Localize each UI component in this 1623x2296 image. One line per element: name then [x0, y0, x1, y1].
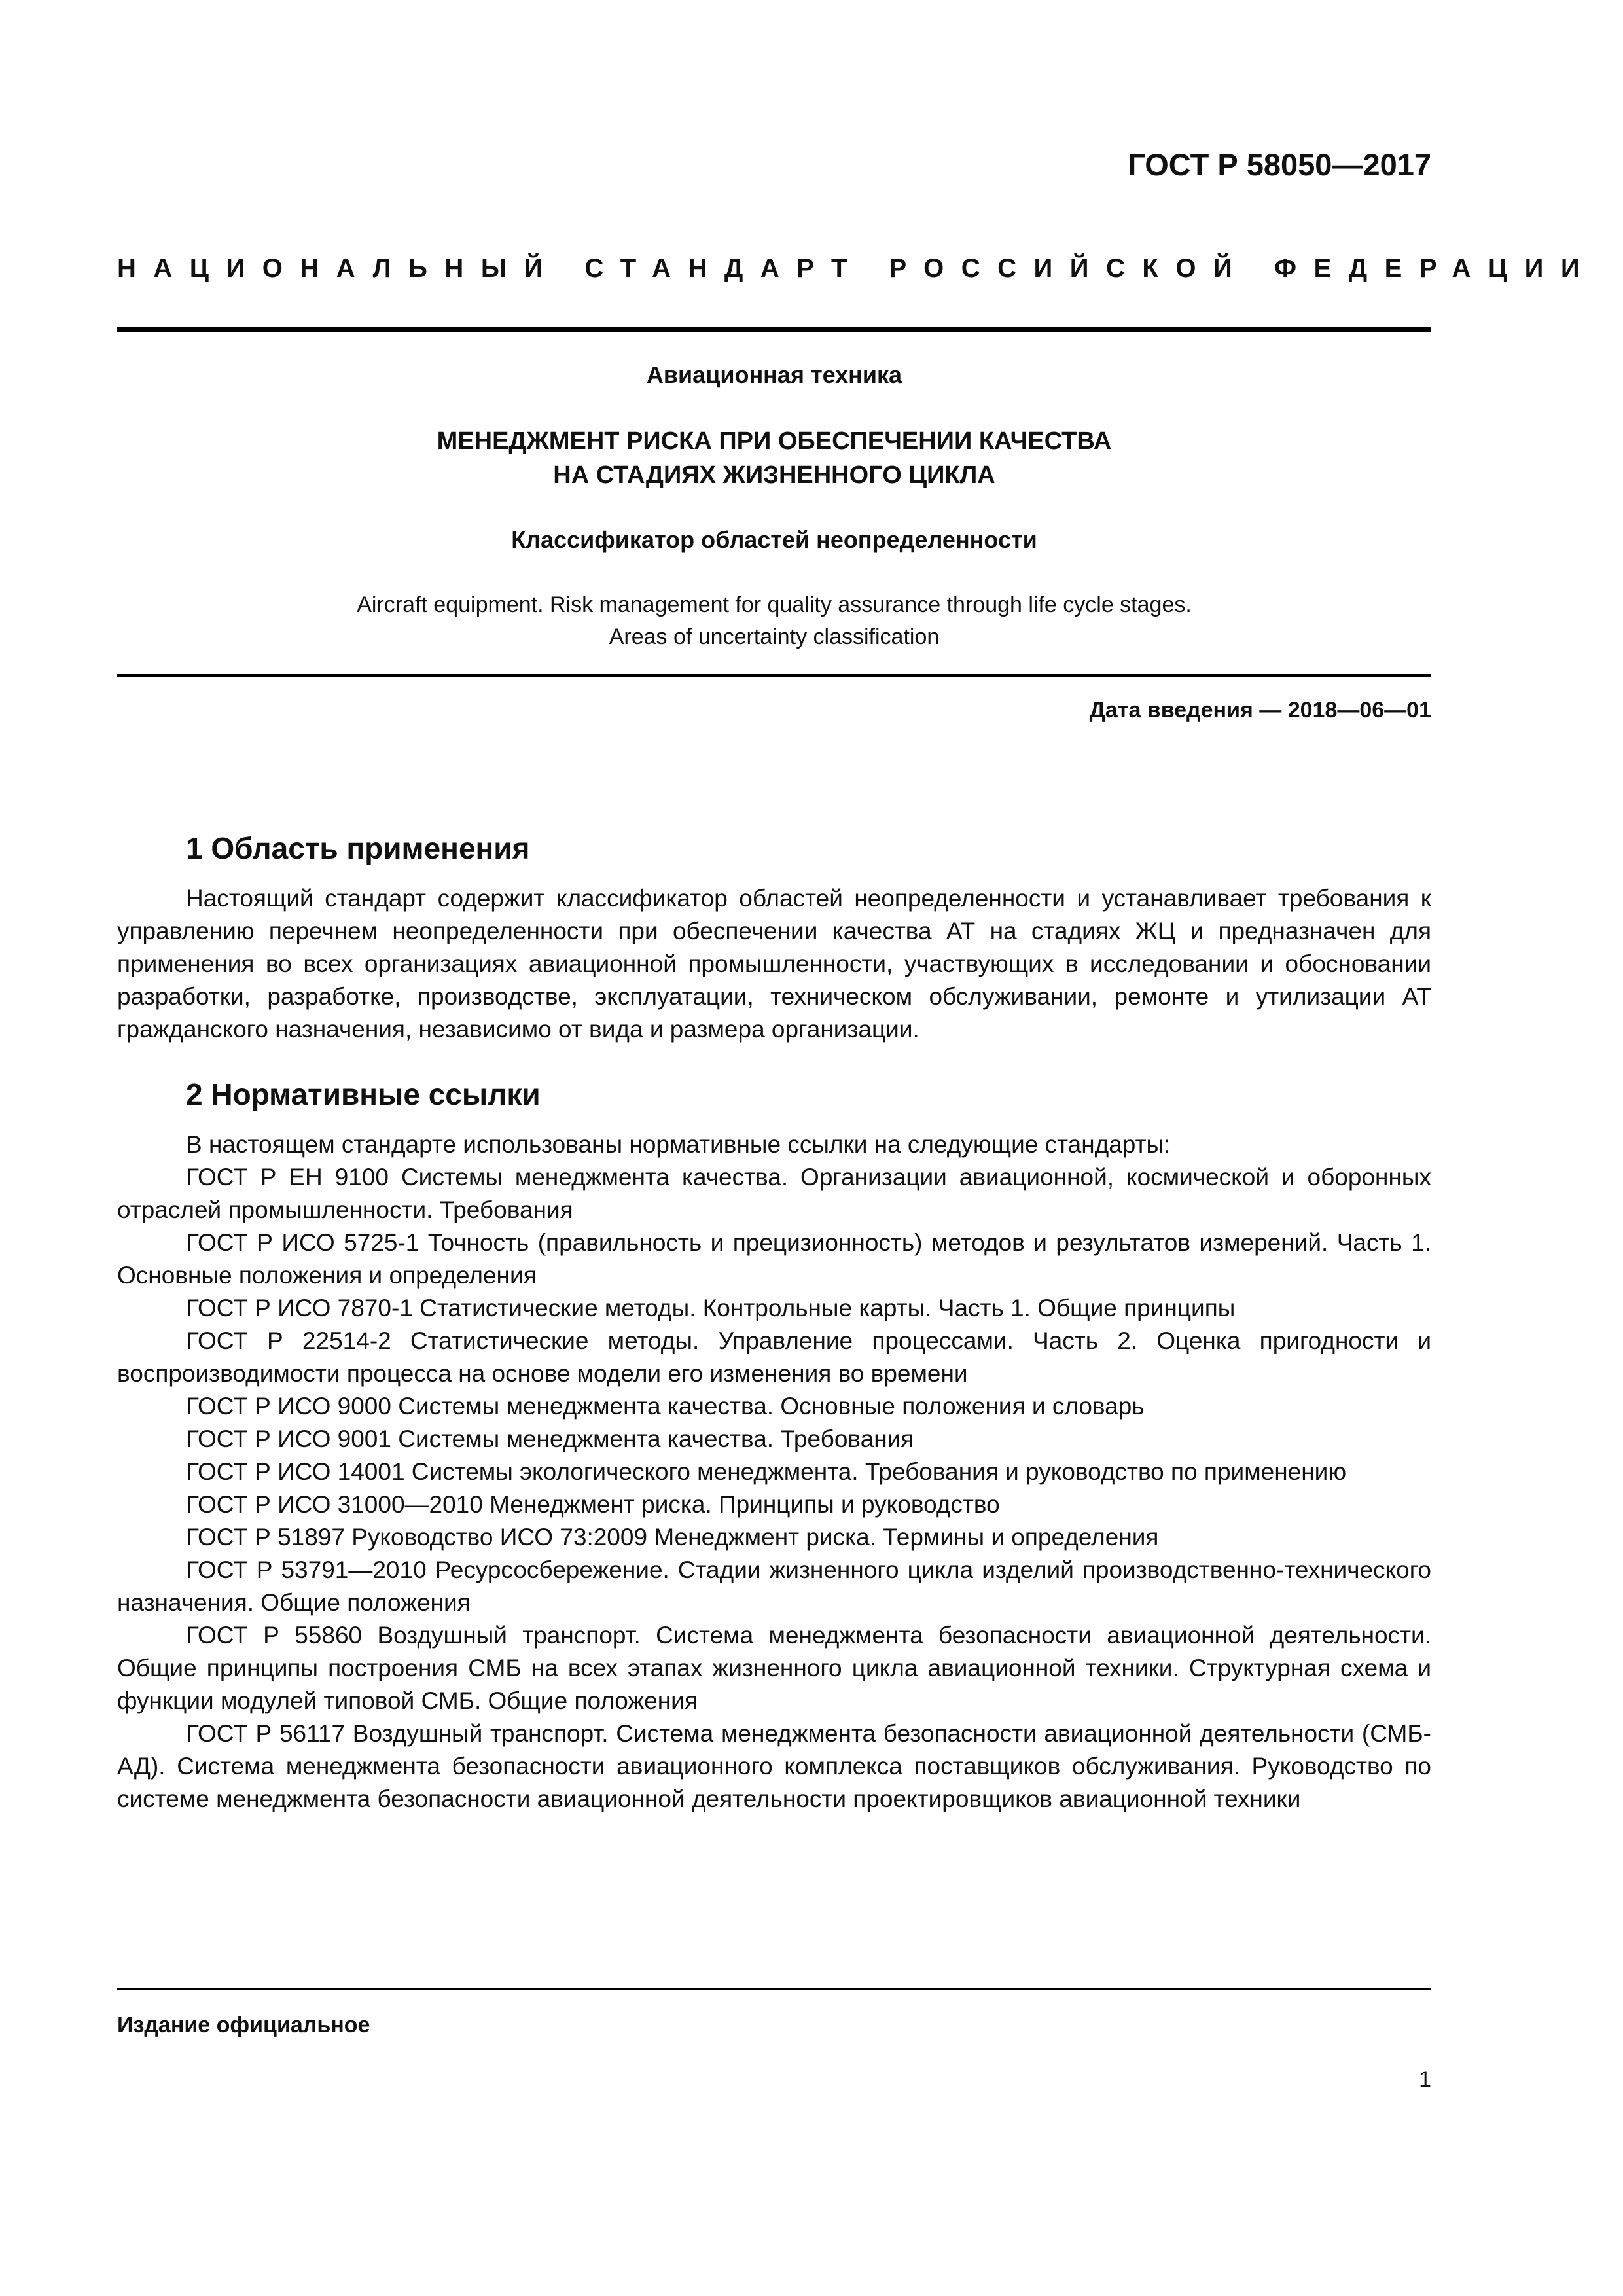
- title-divider: [117, 674, 1431, 677]
- field-title: Авиационная техника: [646, 361, 902, 388]
- english-title-line-2: Areas of uncertainty classification: [609, 624, 940, 649]
- official-edition-label: Издание официальное: [117, 2013, 370, 2037]
- reference-item: ГОСТ Р ЕН 9100 Системы менеджмента качества. Организации авиационной, космической и оборонных отраслей промышленности. Требования: [117, 1164, 1431, 1223]
- section-1-text: Настоящий стандарт содержит классификатор областей неопределенности и устанавливает требования к управлению перечнем неопределенности при обеспечении качества АТ на стадиях ЖЦ и предназначен для применения во всех организациях авиационной промышленности, участвующих в исследовании и обосновании разработки, разработке, производстве, эксплуатации, техническом обслуживании, ремонте и утилизации АТ гражданского назначения, независимо от вида и размера организации.: [117, 885, 1431, 1043]
- reference-item: ГОСТ Р 51897 Руководство ИСО 73:2009 Менеджмент риска. Термины и определения: [186, 1524, 1159, 1551]
- standard-number: ГОСТ Р 58050—2017: [1128, 147, 1431, 182]
- reference-list: [117, 1161, 1431, 1816]
- reference-item: ГОСТ Р ИСО 5725-1 Точность (правильность и прецизионность) методов и результатов измерений. Часть 1. Основные положения и определения: [117, 1229, 1431, 1289]
- reference-item: ГОСТ Р ИСО 7870-1 Статистические методы. Контрольные карты. Часть 1. Общие принципы: [186, 1295, 1236, 1321]
- section-2-heading: 2 Нормативные ссылки: [186, 1077, 541, 1111]
- page-number: 1: [1419, 2067, 1431, 2092]
- reference-item: ГОСТ Р 55860 Воздушный транспорт. Система менеджмента безопасности авиационной деятельности. Общие принципы построения СМБ на всех этапах жизненного цикла авиационной техники. Структурная схема и функции модулей типовой СМБ. Общие положения: [117, 1622, 1431, 1714]
- reference-item: ГОСТ Р 56117 Воздушный транспорт. Система менеджмента безопасности авиационной деятельности (СМБ-АД). Система менеджмента безопасности авиационного комплекса поставщиков обслуживания. Руководство по системе менеджмента безопасности авиационной деятельности проектировщиков авиационной техники: [117, 1720, 1431, 1812]
- date-of-introduction: Дата введения — 2018—06—01: [1089, 698, 1431, 723]
- footer-divider: [117, 1988, 1431, 1990]
- reference-item: ГОСТ Р ИСО 9000 Системы менеджмента качества. Основные положения и словарь: [186, 1393, 1145, 1420]
- national-standard-title: НАЦИОНАЛЬНЫЙ СТАНДАРТ РОССИЙСКОЙ ФЕДЕРАЦИИ: [117, 254, 1597, 283]
- top-divider: [117, 327, 1431, 332]
- main-title-line-2: НА СТАДИЯХ ЖИЗНЕННОГО ЦИКЛА: [553, 461, 995, 489]
- reference-item: ГОСТ Р 53791—2010 Ресурсосбережение. Стадии жизненного цикла изделий производственно-технического назначения. Общие положения: [117, 1556, 1431, 1616]
- section-spacer: [117, 1046, 1431, 1076]
- english-title: [117, 589, 1431, 653]
- reference-item: ГОСТ Р ИСО 31000—2010 Менеджмент риска. Принципы и руководство: [186, 1491, 1000, 1518]
- main-title-line-1: МЕНЕДЖМЕНТ РИСКА ПРИ ОБЕСПЕЧЕНИИ КАЧЕСТВА: [437, 427, 1112, 455]
- reference-item: ГОСТ Р ИСО 9001 Системы менеджмента качества. Требования: [186, 1426, 914, 1452]
- reference-item: ГОСТ Р 22514-2 Статистические методы. Управление процессами. Часть 2. Оценка пригодности и воспроизводимости процесса на основе модели его изменения во времени: [117, 1327, 1431, 1387]
- document-body: [117, 830, 1431, 1816]
- section-2-intro: В настоящем стандарте использованы нормативные ссылки на следующие стандарты:: [186, 1131, 1171, 1158]
- subtitle: Классификатор областей неопределенности: [511, 526, 1037, 553]
- english-title-line-1: Aircraft equipment. Risk management for quality assurance through life cycle stages.: [357, 592, 1192, 617]
- main-title: [117, 424, 1431, 492]
- section-1-heading: 1 Область применения: [186, 831, 530, 865]
- reference-item: ГОСТ Р ИСО 14001 Системы экологического менеджмента. Требования и руководство по применению: [186, 1458, 1347, 1485]
